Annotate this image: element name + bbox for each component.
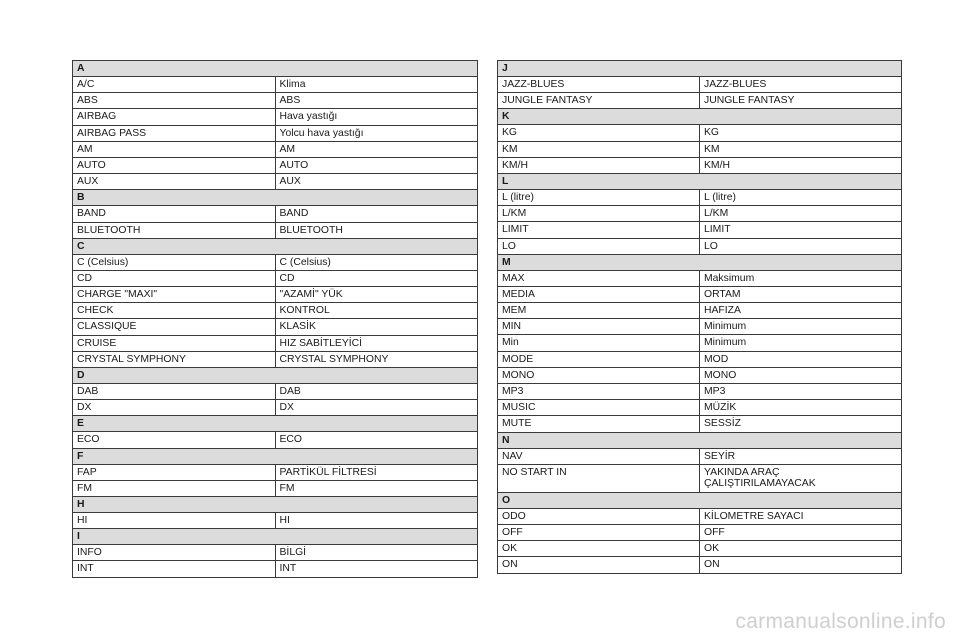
term-cell: NO START IN — [498, 464, 700, 492]
translation-cell: HAFIZA — [700, 303, 902, 319]
term-cell: CRUISE — [73, 335, 276, 351]
table-row — [73, 270, 478, 286]
translation-cell: DX — [275, 400, 478, 416]
table-row — [498, 157, 902, 173]
section-header-row — [73, 416, 478, 432]
translation-cell: Klima — [275, 77, 478, 93]
term-cell: INFO — [73, 545, 276, 561]
table-row — [73, 77, 478, 93]
translation-cell: KİLOMETRE SAYACI — [700, 508, 902, 524]
translation-cell: MOD — [700, 351, 902, 367]
translation-cell: KONTROL — [275, 303, 478, 319]
table-row — [73, 545, 478, 561]
table-row — [73, 480, 478, 496]
glossary-table-left — [72, 60, 478, 578]
section-letter: K — [498, 109, 902, 125]
section-letter: I — [73, 529, 478, 545]
term-cell: ABS — [73, 93, 276, 109]
term-cell: CLASSIQUE — [73, 319, 276, 335]
translation-cell: BİLGİ — [275, 545, 478, 561]
table-row — [498, 141, 902, 157]
table-row — [498, 286, 902, 302]
table-row — [498, 335, 902, 351]
table-row — [73, 512, 478, 528]
term-cell: KM/H — [498, 157, 700, 173]
table-row — [498, 384, 902, 400]
translation-cell: Minimum — [700, 335, 902, 351]
translation-cell: SESSİZ — [700, 416, 902, 432]
term-cell: MUSIC — [498, 400, 700, 416]
table-row — [498, 367, 902, 383]
term-cell: BAND — [73, 206, 276, 222]
term-cell: AM — [73, 141, 276, 157]
translation-cell: ON — [700, 557, 902, 573]
section-letter: N — [498, 432, 902, 448]
term-cell: CRYSTAL SYMPHONY — [73, 351, 276, 367]
term-cell: OK — [498, 541, 700, 557]
translation-cell: KM/H — [700, 157, 902, 173]
translation-cell: HI — [275, 512, 478, 528]
table-row — [498, 189, 902, 205]
term-cell: MAX — [498, 270, 700, 286]
section-header-row — [73, 368, 478, 384]
table-row — [73, 141, 478, 157]
table-row — [498, 508, 902, 524]
table-row — [73, 335, 478, 351]
translation-cell: MP3 — [700, 384, 902, 400]
table-row — [73, 174, 478, 190]
section-letter: D — [73, 368, 478, 384]
table-row — [73, 93, 478, 109]
translation-cell: KG — [700, 125, 902, 141]
translation-cell: CD — [275, 270, 478, 286]
translation-cell: PARTİKÜL FİLTRESİ — [275, 464, 478, 480]
term-cell: MUTE — [498, 416, 700, 432]
table-row — [498, 238, 902, 254]
section-header-row — [498, 109, 902, 125]
section-letter: H — [73, 496, 478, 512]
translation-cell: C (Celsius) — [275, 254, 478, 270]
table-row — [73, 125, 478, 141]
translation-cell: LO — [700, 238, 902, 254]
section-letter: C — [73, 238, 478, 254]
translation-cell: "AZAMİ" YÜK — [275, 287, 478, 303]
table-row — [498, 351, 902, 367]
term-cell: HI — [73, 512, 276, 528]
table-row — [73, 287, 478, 303]
term-cell: KM — [498, 141, 700, 157]
translation-cell: JUNGLE FANTASY — [700, 93, 902, 109]
table-row — [498, 400, 902, 416]
section-letter: J — [498, 61, 902, 77]
translation-cell: JAZZ-BLUES — [700, 77, 902, 93]
table-row — [73, 561, 478, 577]
table-row — [498, 524, 902, 540]
term-cell: MEM — [498, 303, 700, 319]
translation-cell: Yolcu hava yastığı — [275, 125, 478, 141]
table-row — [498, 77, 902, 93]
translation-cell: FM — [275, 480, 478, 496]
section-letter: E — [73, 416, 478, 432]
table-row — [73, 222, 478, 238]
table-row — [498, 303, 902, 319]
term-cell: NAV — [498, 448, 700, 464]
translation-cell: L/KM — [700, 206, 902, 222]
section-letter: A — [73, 61, 478, 77]
translation-cell: BLUETOOTH — [275, 222, 478, 238]
term-cell: DX — [73, 400, 276, 416]
translation-cell: MÜZİK — [700, 400, 902, 416]
table-row — [498, 222, 902, 238]
term-cell: AUX — [73, 174, 276, 190]
term-cell: A/C — [73, 77, 276, 93]
translation-cell: AUTO — [275, 157, 478, 173]
translation-cell: AUX — [275, 174, 478, 190]
translation-cell: YAKINDA ARAÇ ÇALIŞTIRILAMAYACAK — [700, 464, 902, 492]
translation-cell: ORTAM — [700, 286, 902, 302]
table-row — [73, 303, 478, 319]
section-letter: B — [73, 190, 478, 206]
translation-cell: Maksimum — [700, 270, 902, 286]
table-row — [498, 416, 902, 432]
translation-cell: L (litre) — [700, 189, 902, 205]
translation-cell: Hava yastığı — [275, 109, 478, 125]
term-cell: JAZZ-BLUES — [498, 77, 700, 93]
term-cell: ON — [498, 557, 700, 573]
term-cell: LIMIT — [498, 222, 700, 238]
translation-cell: ECO — [275, 432, 478, 448]
term-cell: C (Celsius) — [73, 254, 276, 270]
translation-cell: KM — [700, 141, 902, 157]
table-row — [73, 464, 478, 480]
glossary-table-right — [497, 60, 902, 574]
term-cell: AIRBAG — [73, 109, 276, 125]
section-letter: O — [498, 492, 902, 508]
table-row — [73, 206, 478, 222]
translation-cell: DAB — [275, 384, 478, 400]
translation-cell: KLASİK — [275, 319, 478, 335]
term-cell: OFF — [498, 524, 700, 540]
table-row — [498, 541, 902, 557]
term-cell: MIN — [498, 319, 700, 335]
section-header-row — [498, 432, 902, 448]
table-row — [73, 157, 478, 173]
translation-cell: BAND — [275, 206, 478, 222]
section-letter: F — [73, 448, 478, 464]
term-cell: DAB — [73, 384, 276, 400]
table-row — [498, 125, 902, 141]
term-cell: BLUETOOTH — [73, 222, 276, 238]
translation-cell: OK — [700, 541, 902, 557]
term-cell: AUTO — [73, 157, 276, 173]
section-header-row — [498, 254, 902, 270]
table-row — [498, 557, 902, 573]
translation-cell: ABS — [275, 93, 478, 109]
section-header-row — [498, 61, 902, 77]
term-cell: L (litre) — [498, 189, 700, 205]
translation-cell: INT — [275, 561, 478, 577]
table-row — [73, 319, 478, 335]
table-row — [498, 319, 902, 335]
section-header-row — [73, 190, 478, 206]
term-cell: FM — [73, 480, 276, 496]
section-header-row — [498, 173, 902, 189]
section-letter: M — [498, 254, 902, 270]
table-row — [73, 400, 478, 416]
term-cell: Min — [498, 335, 700, 351]
table-row — [498, 464, 902, 492]
translation-cell: HIZ SABİTLEYİCİ — [275, 335, 478, 351]
term-cell: CD — [73, 270, 276, 286]
term-cell: MP3 — [498, 384, 700, 400]
term-cell: ECO — [73, 432, 276, 448]
translation-cell: Minimum — [700, 319, 902, 335]
term-cell: LO — [498, 238, 700, 254]
section-header-row — [73, 238, 478, 254]
section-header-row — [73, 529, 478, 545]
table-row — [498, 93, 902, 109]
term-cell: MONO — [498, 367, 700, 383]
table-row — [73, 432, 478, 448]
term-cell: ODO — [498, 508, 700, 524]
term-cell: CHECK — [73, 303, 276, 319]
table-row — [498, 206, 902, 222]
term-cell: AIRBAG PASS — [73, 125, 276, 141]
translation-cell: LIMIT — [700, 222, 902, 238]
section-header-row — [73, 496, 478, 512]
term-cell: CHARGE "MAXI" — [73, 287, 276, 303]
table-row — [73, 109, 478, 125]
translation-cell: SEYİR — [700, 448, 902, 464]
term-cell: MEDIA — [498, 286, 700, 302]
section-header-row — [498, 492, 902, 508]
term-cell: KG — [498, 125, 700, 141]
term-cell: FAP — [73, 464, 276, 480]
table-row — [73, 254, 478, 270]
term-cell: MODE — [498, 351, 700, 367]
table-row — [73, 384, 478, 400]
translation-cell: AM — [275, 141, 478, 157]
term-cell: JUNGLE FANTASY — [498, 93, 700, 109]
translation-cell: MONO — [700, 367, 902, 383]
section-header-row — [73, 61, 478, 77]
table-row — [73, 351, 478, 367]
table-row — [498, 270, 902, 286]
table-row — [498, 448, 902, 464]
term-cell: INT — [73, 561, 276, 577]
section-header-row — [73, 448, 478, 464]
term-cell: L/KM — [498, 206, 700, 222]
section-letter: L — [498, 173, 902, 189]
watermark: carmanualsonline.info — [735, 610, 946, 633]
translation-cell: CRYSTAL SYMPHONY — [275, 351, 478, 367]
translation-cell: OFF — [700, 524, 902, 540]
